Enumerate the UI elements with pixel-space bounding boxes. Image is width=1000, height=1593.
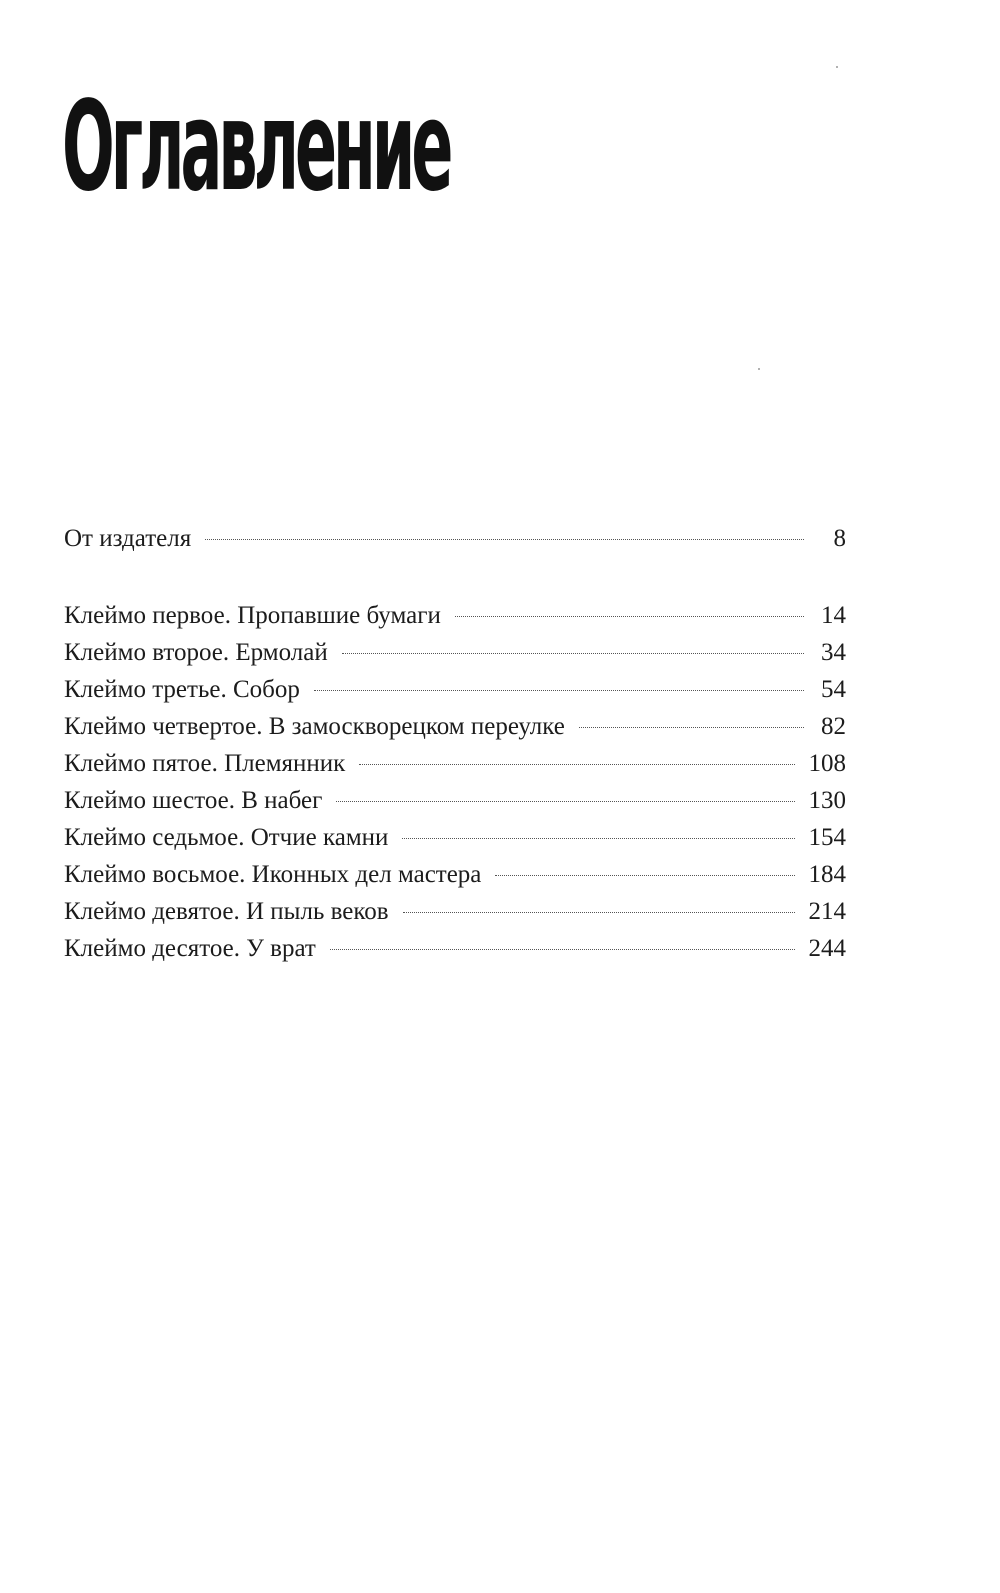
toc-entry-page: 54 [821, 676, 846, 703]
toc-entry-chapter-7 [64, 819, 846, 856]
toc-entry-chapter-1 [64, 597, 846, 634]
dot-leader [495, 874, 794, 876]
dot-leader [455, 615, 804, 617]
dot-leader [342, 652, 804, 654]
toc-entry-chapter-9 [64, 893, 846, 930]
toc-entry-page: 244 [808, 935, 846, 962]
dot-leader [314, 689, 804, 691]
toc-entry-label: Клеймо первое. Пропавшие бумаги [64, 602, 441, 629]
toc-entry-page: 184 [808, 861, 846, 888]
toc-entry-page: 214 [808, 898, 846, 925]
dot-leader [330, 948, 795, 950]
toc-entry-label: Клеймо пятое. Племянник [64, 750, 346, 777]
toc-entry-page: 14 [821, 602, 846, 629]
toc-entry-page: 130 [808, 787, 846, 814]
toc-entry-page: 82 [821, 713, 846, 740]
dot-leader [403, 911, 795, 913]
toc-entry-page: 108 [808, 750, 846, 777]
toc-entry-label: Клеймо восьмое. Иконных дел мастера [64, 861, 482, 888]
toc-entry-label: Клеймо третье. Собор [64, 676, 300, 703]
toc-entry-label: От издателя [64, 525, 192, 552]
paper-speck [758, 368, 760, 370]
toc-entry-page: 34 [821, 639, 846, 666]
toc-entry-chapter-6 [64, 782, 846, 819]
toc-entry-label: Клеймо шестое. В набег [64, 787, 323, 814]
toc-entry-label: Клеймо девятое. И пыль веков [64, 898, 389, 925]
toc-entry-chapter-8 [64, 856, 846, 893]
toc-entry-chapter-10 [64, 930, 846, 967]
toc-entry-label: Клеймо второе. Ермолай [64, 639, 328, 666]
toc-entry-chapter-5 [64, 745, 846, 782]
toc-entry-label: Клеймо десятое. У врат [64, 935, 316, 962]
dot-leader [579, 726, 804, 728]
toc-entry-chapter-3 [64, 671, 846, 708]
dot-leader [359, 763, 794, 765]
toc-entry-label: Клеймо седьмое. Отчие камни [64, 824, 389, 851]
toc-entry-preface [64, 520, 846, 557]
paper-speck [836, 66, 838, 68]
toc-entry-chapter-4 [64, 708, 846, 745]
toc-entry-chapter-2 [64, 634, 846, 671]
dot-leader [336, 800, 794, 802]
dot-leader [205, 538, 804, 540]
page-title: Оглавление [62, 75, 450, 219]
toc-entry-page: 8 [833, 525, 846, 552]
dot-leader [402, 837, 794, 839]
toc-entry-page: 154 [808, 824, 846, 851]
table-of-contents [64, 520, 846, 967]
toc-entry-label: Клеймо четвертое. В замоскворецком переулке [64, 713, 565, 740]
